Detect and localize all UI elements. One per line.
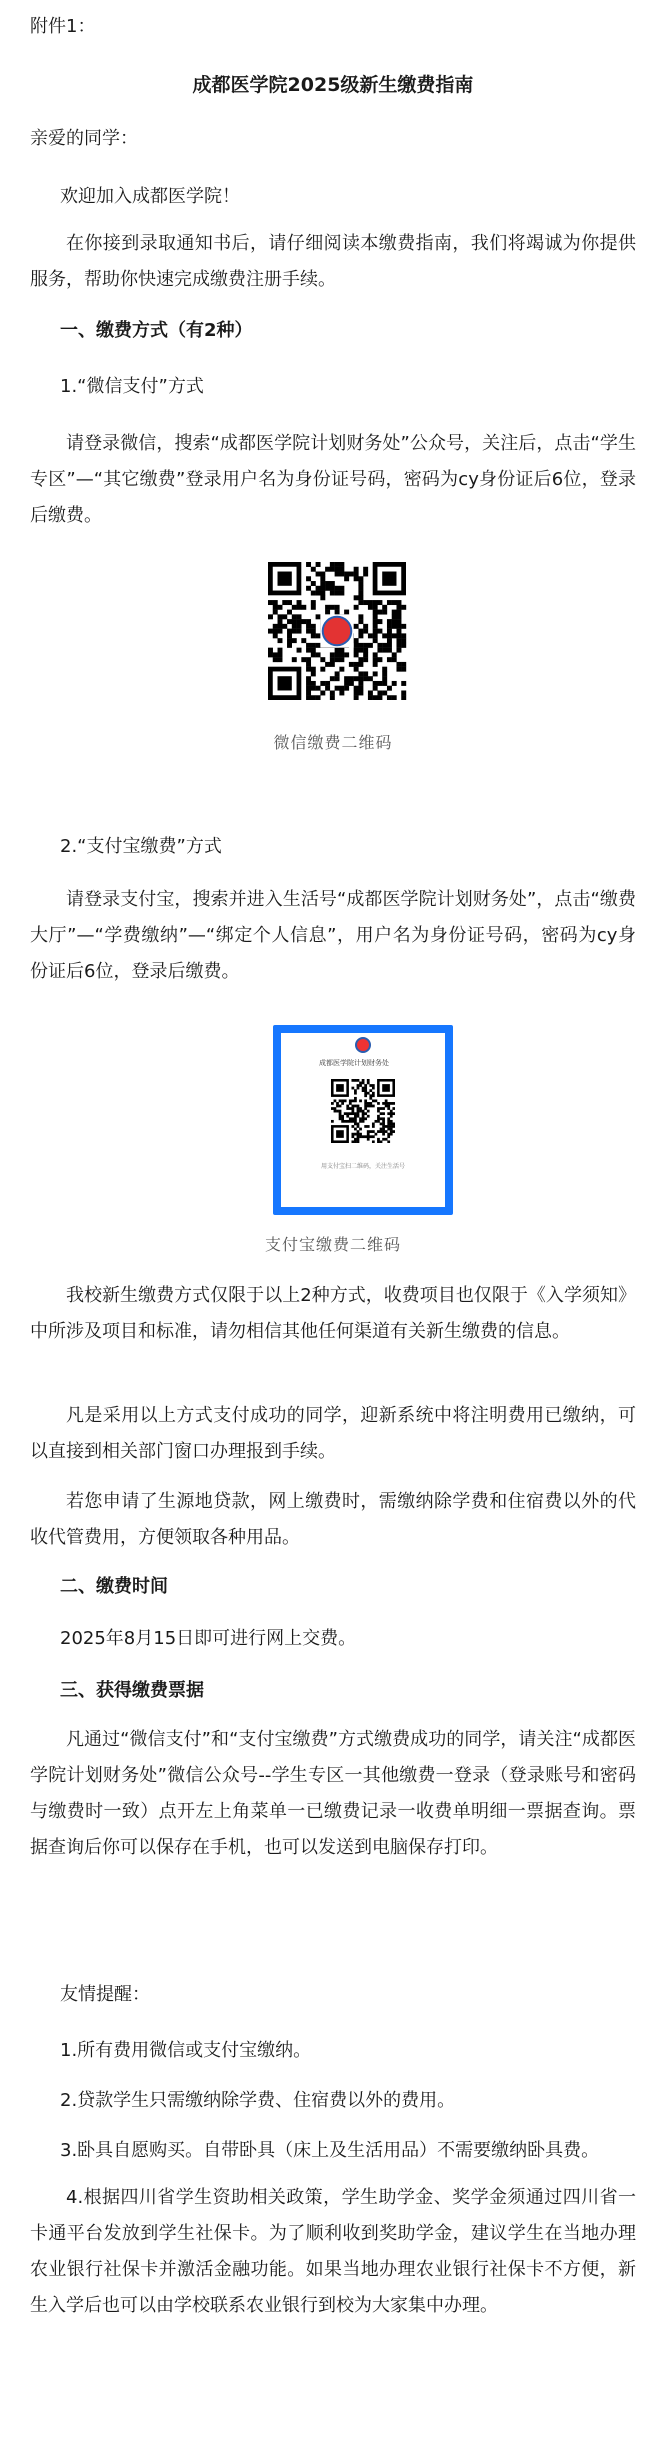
- alipay-method-title: 2.“支付宝缴费”方式: [60, 836, 222, 857]
- wechat-qr-code: [268, 562, 408, 700]
- page-title: 成都医学院2025级新生缴费指南: [192, 74, 474, 96]
- attachment-label: 附件1：: [30, 16, 96, 37]
- reminder-item-1: 1.所有费用微信或支付宝缴纳。: [60, 2040, 312, 2061]
- reminder-item-3: 3.卧具自愿购买。自带卧具（床上及生活用品）不需要缴纳卧具费。: [60, 2140, 600, 2161]
- section1-heading: 一、缴费方式（有2种）: [60, 320, 253, 341]
- alipay-qr-card: [273, 1025, 453, 1215]
- section3-heading: 三、获得缴费票据: [60, 1680, 204, 1701]
- alipay-card-title: 成都医学院计划财务处: [319, 1059, 389, 1067]
- payment-note-3: 若您申请了生源地贷款，网上缴费时，需缴纳除学费和住宿费以外的代收代管费用，方便领取各种用品。: [30, 1491, 636, 1548]
- intro-paragraph: 在你接到录取通知书后，请仔细阅读本缴费指南，我们将竭诚为你提供服务，帮助你快速完成缴费注册手续。: [30, 233, 636, 290]
- reminder-item-2: 2.贷款学生只需缴纳除学费、住宿费以外的费用。: [60, 2090, 456, 2111]
- wechat-method-title: 1.“微信支付”方式: [60, 376, 204, 397]
- wechat-method-body: 请登录微信，搜索“成都医学院计划财务处”公众号，关注后，点击“学生专区”—“其它缴费”登录用户名为身份证号码，密码为cy身份证后6位，登录后缴费。: [30, 433, 636, 526]
- payment-note-2: 凡是采用以上方式支付成功的同学，迎新系统中将注明费用已缴纳，可以直接到相关部门窗口办理报到手续。: [30, 1405, 636, 1462]
- school-logo-icon: [355, 1037, 371, 1053]
- reminder-heading: 友情提醒：: [60, 1984, 150, 2005]
- welcome-text: 欢迎加入成都医学院！: [60, 186, 240, 207]
- greeting: 亲爱的同学：: [30, 128, 138, 149]
- payment-time-text: 2025年8月15日即可进行网上交费。: [60, 1628, 357, 1649]
- alipay-qr-code: [331, 1079, 395, 1143]
- receipt-paragraph: 凡通过“微信支付”和“支付宝缴费”方式缴费成功的同学，请关注“成都医学院计划财务处”微信公众号--学生专区一其他缴费一登录（登录账号和密码与缴费时一致）点开左上角菜单一已缴费记录一收费单明细一票据查询。票据查询后你可以保存在手机，也可以发送到电脑保存打印。: [30, 1729, 636, 1858]
- payment-note-1: 我校新生缴费方式仅限于以上2种方式，收费项目也仅限于《入学须知》中所涉及项目和标准，请勿相信其他任何渠道有关新生缴费的信息。: [30, 1285, 636, 1342]
- alipay-method-body: 请登录支付宝，搜索并进入生活号“成都医学院计划财务处”，点击“缴费大厅”—“学费缴纳”—“绑定个人信息”，用户名为身份证号码，密码为cy身份证后6位，登录后缴费。: [30, 889, 637, 982]
- alipay-card-footer: 用支付宝扫二维码，关注生活号: [320, 1163, 405, 1170]
- section2-heading: 二、缴费时间: [60, 1576, 168, 1597]
- wechat-qr-caption: 微信缴费二维码: [273, 733, 393, 752]
- reminder-item-4: 4.根据四川省学生资助相关政策，学生助学金、奖学金须通过四川省一卡通平台发放到学生社保卡。为了顺利收到奖助学金，建议学生在当地办理农业银行社保卡并激活金融功能。如果当地办理农业银行社保卡不方便，新生入学后也可以由学校联系农业银行到校为大家集中办理。: [30, 2187, 636, 2316]
- alipay-qr-caption: 支付宝缴费二维码: [264, 1235, 401, 1254]
